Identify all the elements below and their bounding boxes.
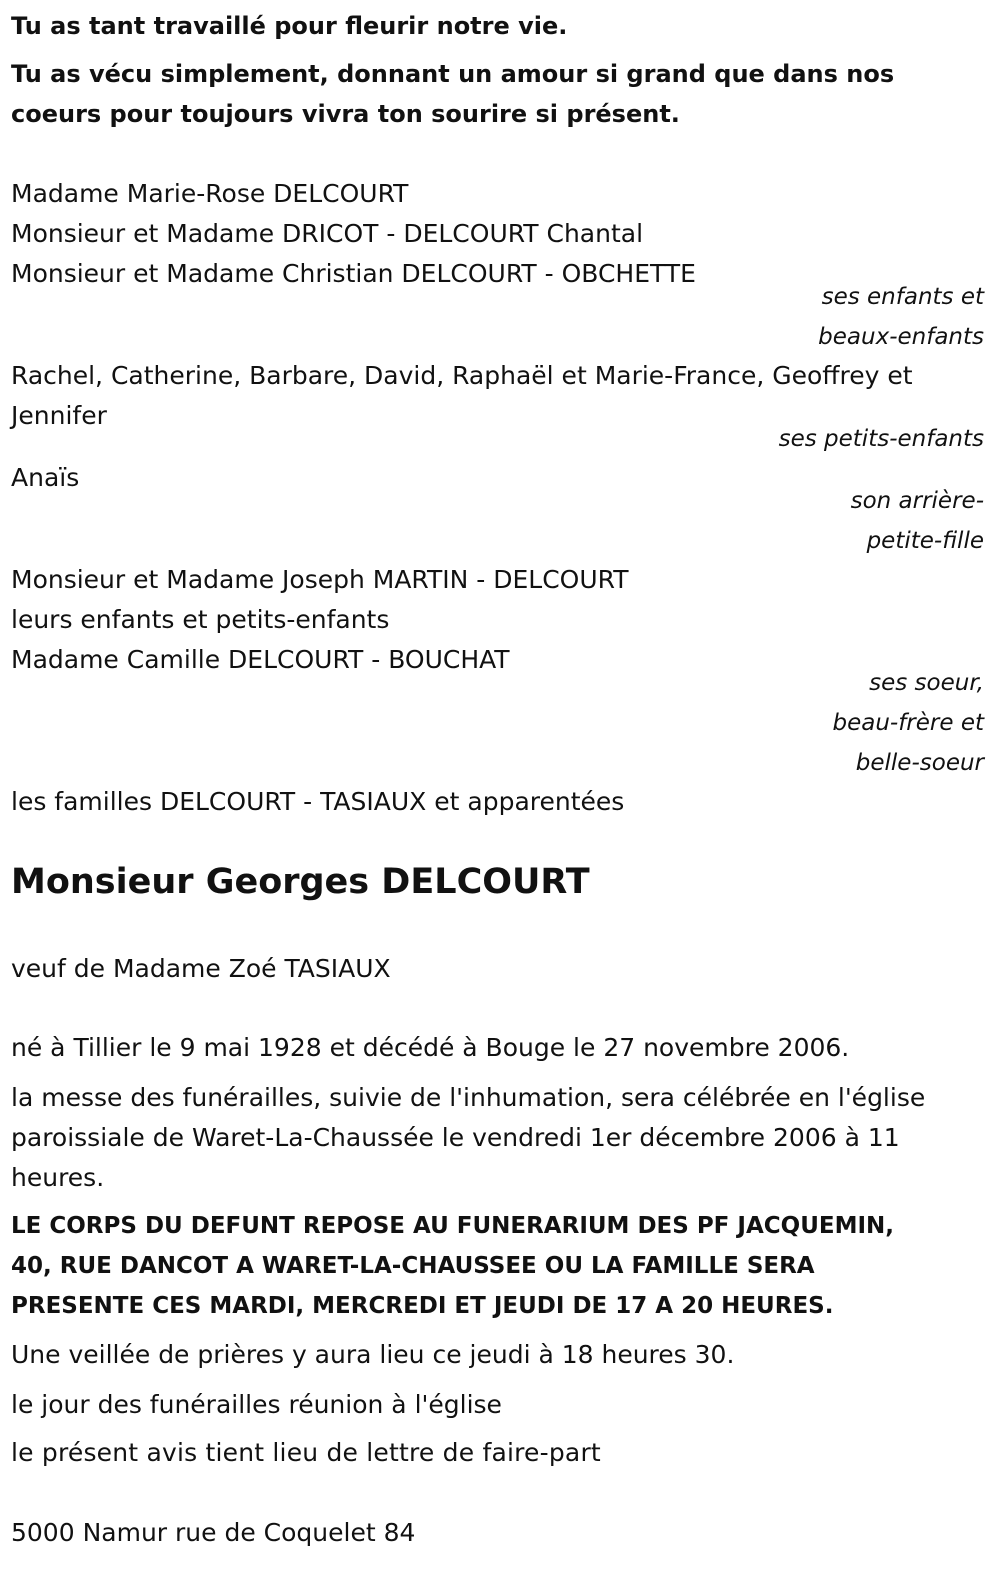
- relation-siblings-2: beau-frère et: [832, 710, 984, 736]
- ceremony-funerarium-2: 40, RUE DANCOT A WARET-LA-CHAUSSEE OU LA FAMILLE SERA: [11, 1253, 815, 1279]
- ceremony-mass-3: heures.: [11, 1163, 105, 1192]
- poem-line-2: Tu as vécu simplement, donnant un amour si grand que dans nos: [11, 60, 895, 88]
- relation-siblings-3: belle-soeur: [855, 750, 984, 776]
- relation-children-2: beaux-enfants: [818, 324, 984, 350]
- relation-great-granddaughter-1: son arrière-: [850, 488, 984, 514]
- poem-line-1: Tu as tant travaillé pour fleurir notre vie.: [11, 12, 568, 40]
- family-grandchildren-2: Jennifer: [11, 401, 107, 430]
- deceased-birth-death: né à Tillier le 9 mai 1928 et décédé à Bouge le 27 novembre 2006.: [11, 1033, 850, 1062]
- family-great-granddaughter: Anaïs: [11, 463, 80, 492]
- ceremony-mass-1: la messe des funérailles, suivie de l'inhumation, sera célébrée en l'église: [11, 1083, 926, 1112]
- relation-siblings-1: ses soeur,: [869, 670, 984, 696]
- family-sibling-3: Madame Camille DELCOURT - BOUCHAT: [11, 645, 510, 674]
- ceremony-notice: le présent avis tient lieu de lettre de faire-part: [11, 1438, 601, 1467]
- family-sibling-1: Monsieur et Madame Joseph MARTIN - DELCOURT: [11, 565, 629, 594]
- family-child-1: Madame Marie-Rose DELCOURT: [11, 179, 409, 208]
- family-child-3: Monsieur et Madame Christian DELCOURT - OBCHETTE: [11, 259, 696, 288]
- deceased-widower: veuf de Madame Zoé TASIAUX: [11, 954, 391, 983]
- ceremony-mass-2: paroissiale de Waret-La-Chaussée le vendredi 1er décembre 2006 à 11: [11, 1123, 900, 1152]
- ceremony-funerarium-1: LE CORPS DU DEFUNT REPOSE AU FUNERARIUM DES PF JACQUEMIN,: [11, 1213, 895, 1239]
- address: 5000 Namur rue de Coquelet 84: [11, 1518, 416, 1547]
- relation-grandchildren: ses petits-enfants: [778, 426, 984, 452]
- family-child-2: Monsieur et Madame DRICOT - DELCOURT Chantal: [11, 219, 644, 248]
- relation-children-1: ses enfants et: [821, 284, 984, 310]
- poem-line-3: coeurs pour toujours vivra ton sourire si présent.: [11, 100, 680, 128]
- family-sibling-2: leurs enfants et petits-enfants: [11, 605, 390, 634]
- family-grandchildren-1: Rachel, Catherine, Barbare, David, Raphaël et Marie-France, Geoffrey et: [11, 361, 913, 390]
- deceased-name: Monsieur Georges DELCOURT: [11, 862, 590, 902]
- family-extended: les familles DELCOURT - TASIAUX et apparentées: [11, 787, 625, 816]
- ceremony-funerarium-3: PRESENTE CES MARDI, MERCREDI ET JEUDI DE 17 A 20 HEURES.: [11, 1293, 834, 1319]
- relation-great-granddaughter-2: petite-fille: [866, 528, 984, 554]
- ceremony-vigil: Une veillée de prières y aura lieu ce jeudi à 18 heures 30.: [11, 1340, 735, 1369]
- ceremony-meeting: le jour des funérailles réunion à l'église: [11, 1390, 502, 1419]
